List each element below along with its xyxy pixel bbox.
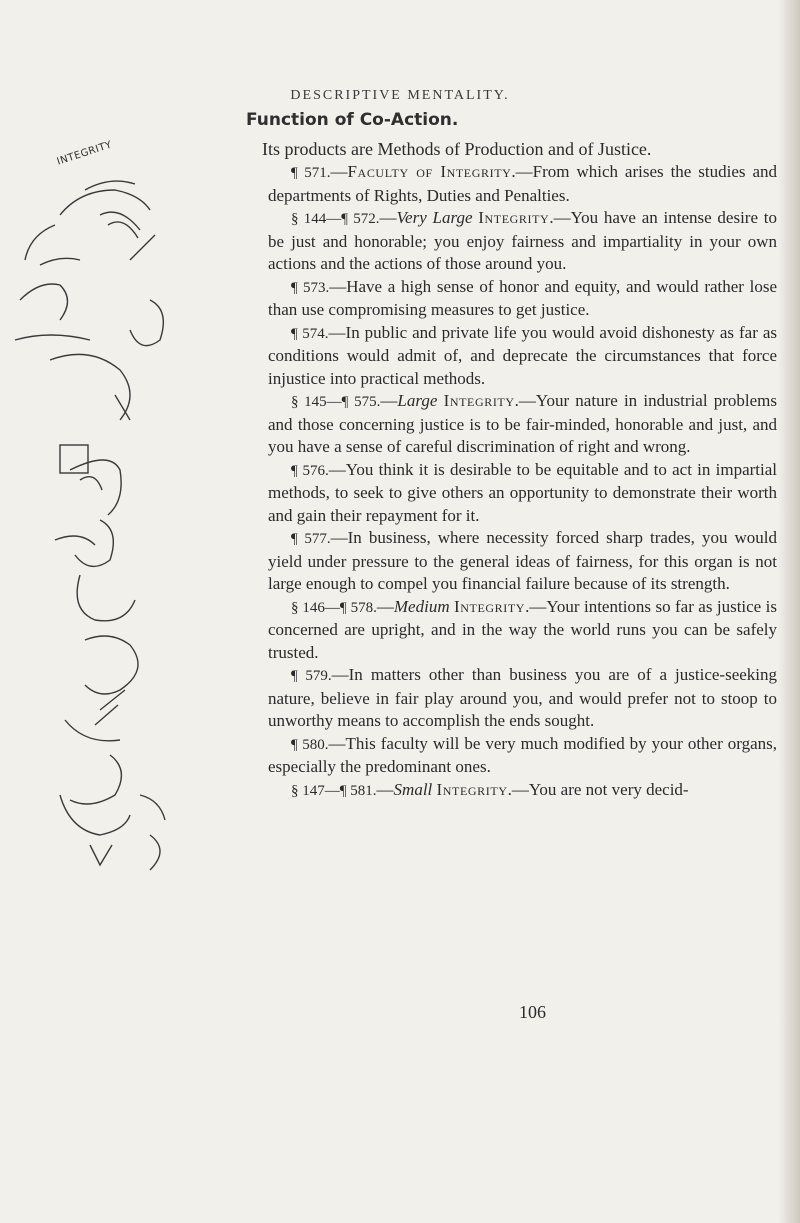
head-top-outline: [60, 190, 150, 215]
hair-line: [100, 212, 140, 230]
running-head: DESCRIPTIVE MENTALITY.: [290, 88, 510, 103]
paragraph-reference: ¶ 571.: [291, 165, 331, 181]
dash: —: [379, 208, 397, 227]
paragraph: [268, 596, 777, 665]
headline: Its products are Methods of Production and of Justice.: [262, 139, 652, 159]
paragraph-text: .—You have an intense desire to be just and honorable; you enjoy fairness and impartiality in your own actions and the actions of those around you.: [268, 208, 777, 273]
paragraph-reference: ¶ 573.: [291, 279, 330, 296]
body-text: [268, 161, 777, 802]
dash: —: [376, 596, 394, 616]
forehead-outline: [25, 225, 55, 260]
figure-outline: [85, 636, 138, 694]
paragraph: [268, 733, 777, 779]
section-title: Function of Co-Action.: [246, 110, 459, 130]
figure-outline: [77, 575, 135, 621]
paragraph-text: —In matters other than business you are of a justice-seeking nature, believe in fair play around you, and would prefer not to stoop to unworthy means to accomplish the ends sought.: [268, 665, 778, 730]
paragraph-text: —In public and private life you would avoid dishonesty as far as conditions would admit of, and deprecate the circumstances that force injustice into practical methods.: [268, 322, 778, 388]
dash: —: [330, 162, 348, 181]
paragraph: [268, 161, 777, 207]
paragraph-text: .—Your intentions so far as justice is concerned are upright, and in the way the world runs you can be safely trusted.: [268, 596, 777, 662]
paragraph-reference: ¶ 576.: [291, 462, 329, 479]
paragraph-reference: § 147—¶ 581.: [291, 782, 377, 799]
degree-label: Medium: [393, 596, 455, 616]
dash: —: [376, 779, 394, 799]
page-edge-shadow: [778, 0, 800, 1223]
paragraph-text: .—From which arises the studies and departments of Rights, Duties and Penalties.: [268, 162, 778, 205]
paragraph-text: —This faculty will be very much modified by your other organs, especially the predominant ones.: [268, 733, 777, 776]
figure-outline: [75, 520, 113, 566]
paragraph: [268, 459, 777, 528]
paragraph-text: —Have a high sense of honor and equity, and would rather lose than use compromising measures to get justice.: [268, 276, 778, 319]
degree-label: Very Large: [396, 208, 479, 227]
faculty-name: Integrity: [478, 208, 550, 227]
faculty-name: Integrity: [454, 596, 526, 616]
margin-label: INTEGRITY: [55, 139, 114, 168]
paragraph-reference: § 146—¶ 578.: [291, 599, 377, 616]
paragraph-text: .—You are not very decid-: [507, 779, 689, 799]
paragraph-text: —You think it is desirable to be equitable and to act in impartial methods, to seek to give others an opportunity to demonstrate their worth and gain their repayment for it.: [268, 459, 777, 525]
cheek-line: [15, 335, 90, 340]
paragraph-reference: ¶ 574.: [291, 325, 329, 342]
brow-line: [40, 258, 80, 265]
paragraph-text: .—Your nature in industrial problems and those concerning justice is to be fair-minded, honorable and just, and you have a sense of careful discrimination of right and wrong.: [268, 391, 778, 456]
paragraph: [268, 664, 777, 733]
paragraph: [268, 276, 777, 322]
paragraph: [268, 207, 777, 276]
paragraph: [268, 322, 777, 391]
degree-label: Small: [393, 779, 437, 799]
page-number: 106: [519, 1002, 546, 1022]
profile-line: [130, 235, 155, 260]
paragraph-text: —In business, where necessity forced sharp trades, you would yield under pressure to the general ideas of fairness, for this organ is not large enough to compel you financial failure because of its strength.: [268, 528, 777, 593]
paragraph: [268, 527, 777, 596]
figure-outline: [90, 845, 112, 865]
figure-outline: [140, 795, 165, 820]
figure-outline: [80, 477, 102, 490]
paragraph-reference: ¶ 577.: [291, 531, 331, 547]
faculty-name: Integrity: [443, 391, 515, 410]
figure-outline: [95, 690, 125, 725]
paragraph-reference: ¶ 580.: [291, 736, 329, 753]
paragraph: [268, 390, 777, 459]
hair-line: [108, 222, 138, 238]
phrenology-head-illustration: [0, 0, 270, 880]
faculty-name: Integrity: [436, 779, 508, 799]
paragraph-reference: § 144—¶ 572.: [291, 211, 380, 227]
figure-outline: [65, 720, 120, 741]
faculty-name: Faculty of Integrity: [347, 162, 512, 181]
eye-region: [20, 284, 68, 320]
jaw-outline: [50, 354, 130, 420]
figure-outline: [150, 835, 160, 870]
figure-outline: [55, 536, 95, 545]
figure-outline: [70, 460, 121, 515]
paragraph-reference: § 145—¶ 575.: [291, 394, 381, 410]
ear-outline: [130, 300, 163, 346]
crown-line: [85, 181, 135, 190]
dash: —: [380, 391, 398, 410]
figure-outline: [70, 755, 121, 804]
paragraph: [268, 779, 777, 803]
paragraph-reference: ¶ 579.: [291, 668, 332, 684]
degree-label: Large: [397, 391, 444, 410]
